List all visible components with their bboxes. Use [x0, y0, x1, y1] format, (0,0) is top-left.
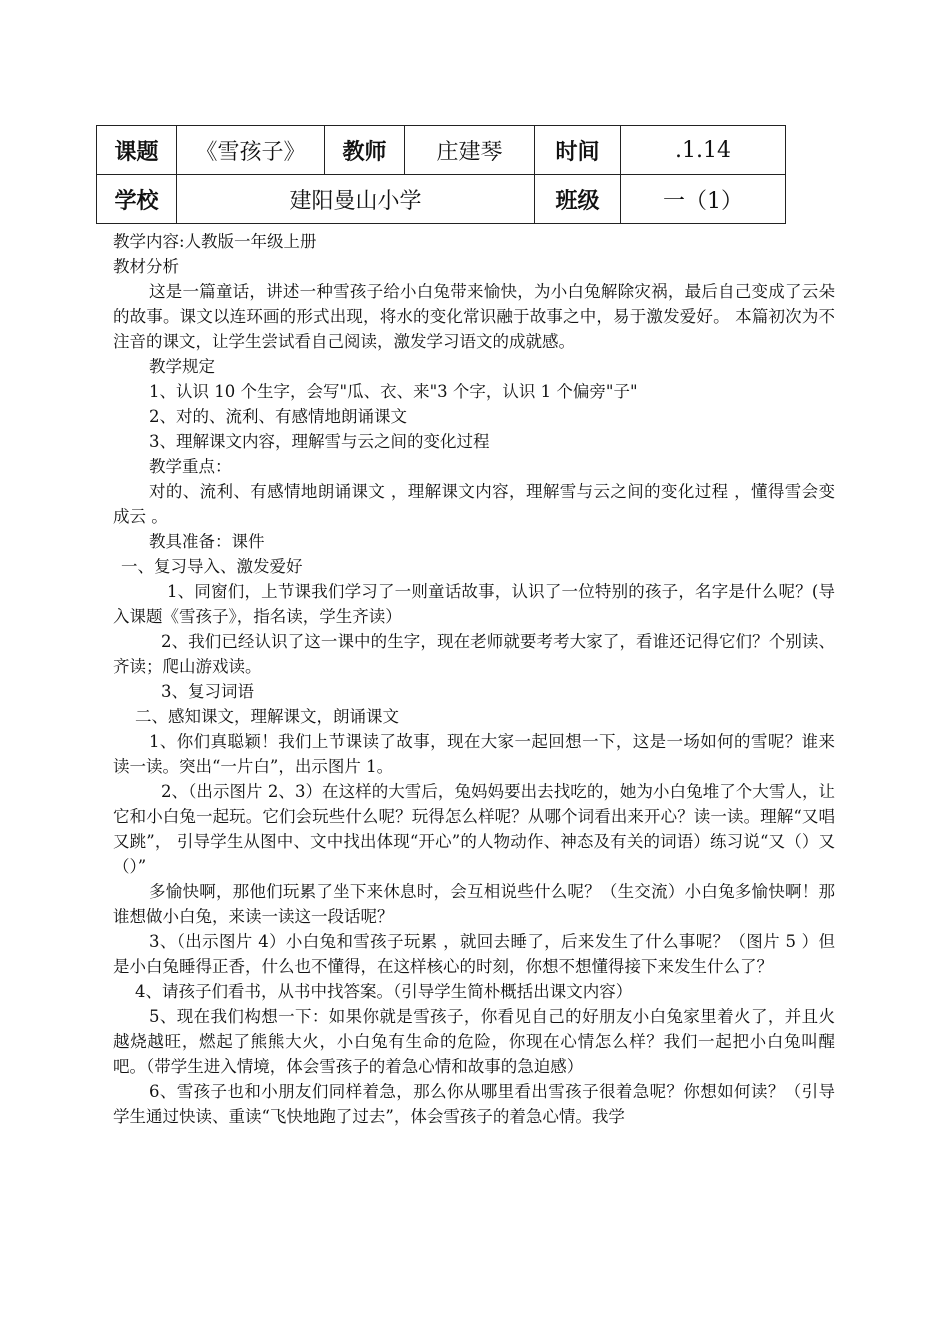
section-heading: 教学重点：: [149, 457, 232, 476]
paragraph: 1、同窗们，上节课我们学习了一则童话故事，认识了一位特别的孩子，名字是什么呢？(导入课题《雪孩子》，指名读，学生齐读）: [113, 582, 835, 626]
school-value: 建阳曼山小学: [177, 175, 535, 224]
paragraph: 2、我们已经认识了这一课中的生字，现在老师就要考考大家了，看谁还记得它们？个别读、齐读；爬山游戏读。: [113, 632, 835, 676]
section-heading: 教学规定: [149, 357, 215, 376]
teacher-value: 庄建琴: [405, 126, 535, 175]
paragraph: 多愉快啊，那他们玩累了坐下来休息时，会互相说些什么呢？（生交流）小白兔多愉快啊！那谁想做小白兔，来读一读这一段话呢？: [113, 882, 835, 926]
paragraph: 5、现在我们构想一下：如果你就是雪孩子，你看见自己的好朋友小白兔家里着火了，并且火越烧越旺，燃起了熊熊大火，小白兔有生命的危险，你现在心情怎么样？我们一起把小白兔叫醒吧。（带学生进入情境，体会雪孩子的着急心情和故事的急迫感）: [113, 1007, 835, 1076]
paragraph: 3、（出示图片 4）小白兔和雪孩子玩累 ，就回去睡了，后来发生了什么事呢？（图片 5 ）但是小白兔睡得正香，什么也不懂得，在这样核心的时刻，你想不想懂得接下来发生什么了？: [113, 932, 835, 976]
list-item: 1、认识 10 个生字，会写"瓜、衣、来"3 个字，认识 1 个偏旁"子": [149, 382, 638, 401]
section-heading: 一、复习导入、激发爱好: [121, 557, 303, 576]
list-item: 2、对的、流利、有感情地朗诵课文: [149, 407, 407, 426]
paragraph: 对的、流利、有感情地朗诵课文 ，理解课文内容，理解雪与云之间的变化过程 ，懂得雪会变成云 。: [113, 482, 835, 526]
table-row: [97, 175, 786, 224]
list-item: 3、复习词语: [161, 682, 254, 701]
time-value: .1.14: [621, 126, 786, 175]
teacher-label: 教师: [325, 126, 405, 175]
list-item: 3、理解课文内容，理解雪与云之间的变化过程: [149, 432, 490, 451]
topic-value: 《雪孩子》: [177, 126, 325, 175]
teaching-content: 教学内容:人教版一年级上册: [113, 232, 317, 251]
section-heading: 教材分析: [113, 257, 179, 276]
topic-label: 课题: [97, 126, 177, 175]
paragraph: 2、（出示图片 2、3）在这样的大雪后，兔妈妈要出去找吃的，她为小白兔堆了个大雪人，让它和小白兔一起玩。它们会玩些什么呢？玩得怎么样呢？从哪个词看出来开心？读一读。理解“又唱又跳”， 引导学生从图中、文中找出体现“开心”的人物动作、神态及有关的词语）练习说“又（）又（）”: [113, 782, 835, 876]
school-label: 学校: [97, 175, 177, 224]
time-label: 时间: [535, 126, 621, 175]
paragraph: 1、你们真聪颖！我们上节课读了故事，现在大家一起回想一下，这是一场如何的雪呢？谁来读一读。突出“一片白”，出示图片 1。: [113, 732, 835, 776]
class-label: 班级: [535, 175, 621, 224]
paragraph: 这是一篇童话，讲述一种雪孩子给小白兔带来愉快，为小白兔解除灾祸，最后自己变成了云朵的故事。课文以连环画的形式出现，将水的变化常识融于故事之中，易于激发爱好。 本篇初次为不注音的课文，让学生尝试看自己阅读，激发学习语文的成就感。: [113, 282, 835, 351]
section-heading: 二、感知课文，理解课文，朗诵课文: [135, 707, 399, 726]
table-row: [97, 126, 786, 175]
paragraph: 6、雪孩子也和小朋友们同样着急，那么你从哪里看出雪孩子很着急呢？你想如何读？（引导学生通过快读、重读“飞快地跑了过去”，体会雪孩子的着急心情。我学: [113, 1082, 835, 1126]
paragraph: 教具准备：课件: [149, 532, 265, 551]
paragraph: 4、请孩子们看书，从书中找答案。（引导学生简朴概括出课文内容）: [135, 982, 633, 1001]
class-value: 一（1）: [621, 175, 786, 224]
lesson-info-table: [96, 125, 786, 224]
lesson-plan-body: [113, 229, 835, 1129]
